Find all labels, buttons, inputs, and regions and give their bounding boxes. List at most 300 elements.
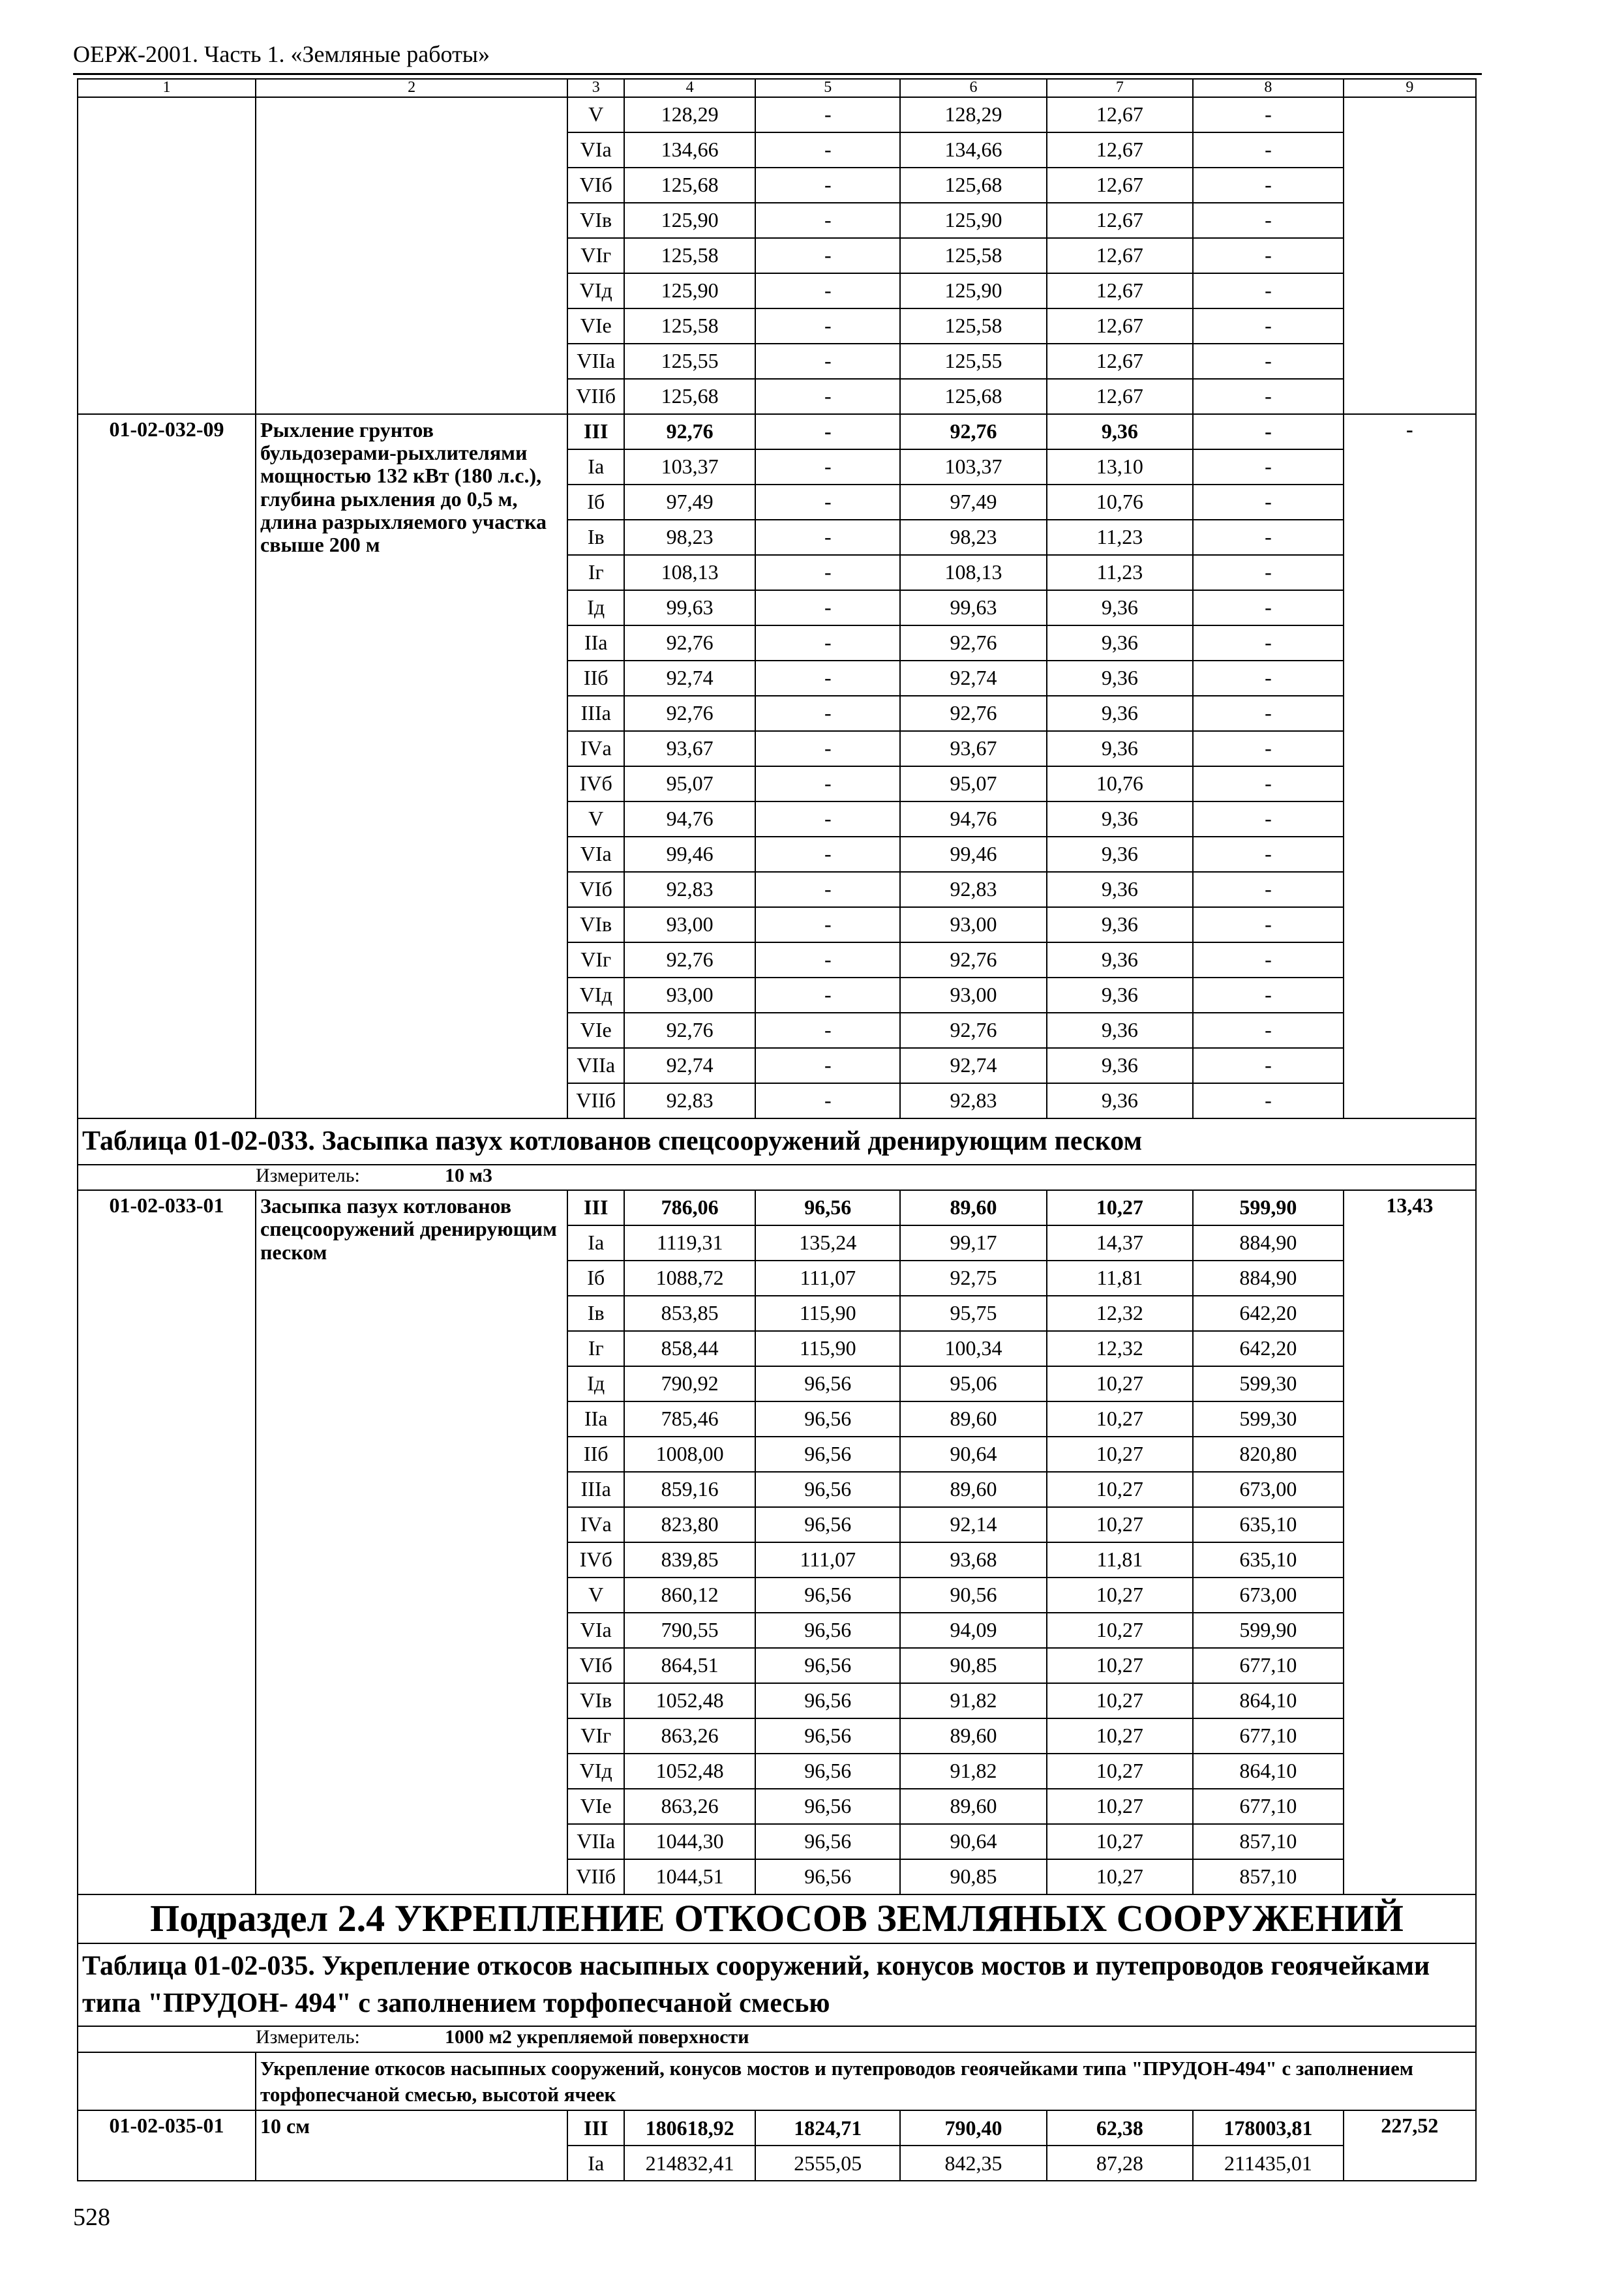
value-cell: 10,27 — [1047, 1472, 1193, 1507]
column-number: 1 — [78, 79, 256, 97]
column-number-row — [78, 79, 1476, 97]
value-cell: 108,13 — [900, 555, 1046, 590]
value-cell: 95,75 — [900, 1296, 1046, 1331]
region-cell: VIб — [567, 168, 624, 203]
value-cell: 864,10 — [1193, 1683, 1344, 1718]
value-cell: 94,76 — [624, 801, 755, 837]
col9-value: - — [1344, 414, 1476, 1118]
value-cell: 99,63 — [900, 590, 1046, 625]
value-cell: 785,46 — [624, 1401, 755, 1437]
subsection-title-row — [78, 1894, 1476, 1943]
region-cell: IIб — [567, 1437, 624, 1472]
region-cell: Iд — [567, 1366, 624, 1401]
value-cell: 9,36 — [1047, 907, 1193, 942]
value-cell: 860,12 — [624, 1578, 755, 1613]
value-cell: 94,76 — [900, 801, 1046, 837]
value-cell: 12,67 — [1047, 273, 1193, 308]
value-cell: - — [755, 97, 900, 132]
value-cell: - — [755, 308, 900, 344]
value-cell: 673,00 — [1193, 1472, 1344, 1507]
col9-value: 13,43 — [1344, 1190, 1476, 1894]
value-cell: - — [755, 132, 900, 168]
value-cell: - — [755, 661, 900, 696]
value-cell: 89,60 — [900, 1472, 1046, 1507]
region-cell: III — [567, 414, 624, 449]
value-cell: 864,10 — [1193, 1754, 1344, 1789]
value-cell: 10,27 — [1047, 1683, 1193, 1718]
value-cell: - — [755, 520, 900, 555]
value-cell: 135,24 — [755, 1225, 900, 1261]
subsection-title: Подраздел 2.4 УКРЕПЛЕНИЕ ОТКОСОВ ЗЕМЛЯНЫХ СООРУЖЕНИЙ — [78, 1894, 1476, 1943]
value-cell: 9,36 — [1047, 731, 1193, 766]
value-cell: 125,55 — [624, 344, 755, 379]
region-cell: VIд — [567, 273, 624, 308]
value-cell: 93,00 — [900, 907, 1046, 942]
value-cell: 94,09 — [900, 1613, 1046, 1648]
value-cell: 89,60 — [900, 1789, 1046, 1824]
column-number: 4 — [624, 79, 755, 97]
region-cell: VIIа — [567, 1824, 624, 1859]
value-cell: 599,90 — [1193, 1613, 1344, 1648]
region-cell: VIa — [567, 132, 624, 168]
value-cell: 214832,41 — [624, 2146, 755, 2181]
value-cell: 857,10 — [1193, 1859, 1344, 1894]
page-header-title: ОЕРЖ-2001. Часть 1. «Земляные работы» — [73, 41, 490, 67]
value-cell: 98,23 — [624, 520, 755, 555]
value-cell: 92,76 — [900, 942, 1046, 978]
value-cell: 786,06 — [624, 1190, 755, 1225]
value-cell: 12,32 — [1047, 1331, 1193, 1366]
value-cell: - — [755, 414, 900, 449]
region-cell: IVб — [567, 1542, 624, 1578]
table-note: Укрепление откосов насыпных сооружений, конусов мостов и путепроводов геоячейками типа "ПРУДОН-494" с заполнением торфопесчаной смесью, высотой ячеек — [256, 2052, 1476, 2110]
value-cell: 9,36 — [1047, 942, 1193, 978]
value-cell: - — [1193, 801, 1344, 837]
value-cell: 12,32 — [1047, 1296, 1193, 1331]
value-cell: 9,36 — [1047, 978, 1193, 1013]
value-cell: 96,56 — [755, 1190, 900, 1225]
item-code: 01-02-033-01 — [78, 1190, 256, 1894]
col9-value — [1344, 97, 1476, 414]
value-cell: 635,10 — [1193, 1507, 1344, 1542]
value-cell: 125,58 — [900, 308, 1046, 344]
value-cell: 642,20 — [1193, 1331, 1344, 1366]
page-number: 528 — [73, 2204, 110, 2231]
unit-value: 1000 м2 укрепляемой поверхности — [445, 2026, 749, 2048]
value-cell: 99,46 — [624, 837, 755, 872]
region-cell: IVб — [567, 766, 624, 801]
value-cell: 178003,81 — [1193, 2110, 1344, 2146]
region-cell: VIIа — [567, 344, 624, 379]
value-cell: 1044,51 — [624, 1859, 755, 1894]
region-cell: Iа — [567, 2146, 624, 2181]
value-cell: 9,36 — [1047, 1083, 1193, 1118]
value-cell: 599,30 — [1193, 1401, 1344, 1437]
value-cell: 95,07 — [900, 766, 1046, 801]
region-cell: Iа — [567, 1225, 624, 1261]
value-cell: 790,92 — [624, 1366, 755, 1401]
table-title: Таблица 01-02-035. Укрепление откосов насыпных сооружений, конусов мостов и путепроводов геоячейками типа "ПРУДОН- 494" с заполнением торфопесчаной смесью — [78, 1943, 1476, 2026]
region-cell: VIб — [567, 1648, 624, 1683]
value-cell: 103,37 — [900, 449, 1046, 485]
unit-cell — [78, 2026, 1476, 2052]
unit-cell — [78, 1165, 1476, 1191]
column-number: 2 — [256, 79, 567, 97]
value-cell: 96,56 — [755, 1789, 900, 1824]
value-cell: 12,67 — [1047, 344, 1193, 379]
value-cell: 864,51 — [624, 1648, 755, 1683]
value-cell: 92,76 — [624, 625, 755, 661]
value-cell: 9,36 — [1047, 1048, 1193, 1083]
value-cell: 125,55 — [900, 344, 1046, 379]
value-cell: 12,67 — [1047, 97, 1193, 132]
value-cell: 10,27 — [1047, 1366, 1193, 1401]
value-cell: 89,60 — [900, 1190, 1046, 1225]
value-cell: 91,82 — [900, 1683, 1046, 1718]
item-description: Засыпка пазух котлованов спецсооружений дренирующим песком — [256, 1190, 567, 1894]
value-cell: - — [755, 449, 900, 485]
value-cell: 125,68 — [900, 168, 1046, 203]
value-cell: 115,90 — [755, 1296, 900, 1331]
unit-label: Измеритель: — [256, 1164, 360, 1186]
region-cell: IVа — [567, 731, 624, 766]
value-cell: - — [1193, 942, 1344, 978]
value-cell: 90,56 — [900, 1578, 1046, 1613]
value-cell: 2555,05 — [755, 2146, 900, 2181]
value-cell: 13,10 — [1047, 449, 1193, 485]
header-divider — [73, 73, 1482, 75]
value-cell: - — [1193, 661, 1344, 696]
value-cell: 1044,30 — [624, 1824, 755, 1859]
value-cell: 92,83 — [900, 1083, 1046, 1118]
value-cell: - — [755, 555, 900, 590]
value-cell: 92,76 — [900, 696, 1046, 731]
value-cell: 87,28 — [1047, 2146, 1193, 2181]
value-cell: 863,26 — [624, 1718, 755, 1754]
value-cell: 96,56 — [755, 1507, 900, 1542]
value-cell: 1088,72 — [624, 1261, 755, 1296]
value-cell: - — [755, 168, 900, 203]
region-cell: V — [567, 801, 624, 837]
region-cell: IIIа — [567, 696, 624, 731]
value-cell: 125,90 — [900, 273, 1046, 308]
value-cell: - — [1193, 731, 1344, 766]
value-cell: 89,60 — [900, 1401, 1046, 1437]
value-cell: 93,68 — [900, 1542, 1046, 1578]
value-cell: 90,64 — [900, 1437, 1046, 1472]
region-cell: VIIа — [567, 1048, 624, 1083]
value-cell: 90,85 — [900, 1648, 1046, 1683]
value-cell: 858,44 — [624, 1331, 755, 1366]
value-cell: 820,80 — [1193, 1437, 1344, 1472]
value-cell: - — [1193, 837, 1344, 872]
value-cell: 853,85 — [624, 1296, 755, 1331]
value-cell: 92,74 — [624, 1048, 755, 1083]
value-cell: 842,35 — [900, 2146, 1046, 2181]
value-cell: 1119,31 — [624, 1225, 755, 1261]
region-cell: VIв — [567, 1683, 624, 1718]
value-cell: 10,27 — [1047, 1401, 1193, 1437]
region-cell: Iб — [567, 485, 624, 520]
value-cell: 97,49 — [900, 485, 1046, 520]
value-cell: 884,90 — [1193, 1225, 1344, 1261]
value-cell: 10,27 — [1047, 1754, 1193, 1789]
value-cell: 96,56 — [755, 1401, 900, 1437]
table-row — [78, 2110, 1476, 2146]
value-cell: 90,64 — [900, 1824, 1046, 1859]
region-cell: VIе — [567, 1789, 624, 1824]
value-cell: 96,56 — [755, 1648, 900, 1683]
value-cell: - — [1193, 344, 1344, 379]
region-cell: IVа — [567, 1507, 624, 1542]
value-cell: 9,36 — [1047, 872, 1193, 907]
value-cell: 12,67 — [1047, 132, 1193, 168]
value-cell: - — [1193, 1013, 1344, 1048]
col9-value: 227,52 — [1344, 2110, 1476, 2181]
table-row — [78, 97, 1476, 132]
region-cell: VIIб — [567, 1083, 624, 1118]
value-cell: 10,27 — [1047, 1859, 1193, 1894]
column-number: 5 — [755, 79, 900, 97]
value-cell: - — [755, 1083, 900, 1118]
value-cell: - — [755, 1048, 900, 1083]
item-description — [256, 97, 567, 414]
region-cell: VIIб — [567, 1859, 624, 1894]
value-cell: - — [755, 978, 900, 1013]
value-cell: 93,00 — [900, 978, 1046, 1013]
value-cell: 115,90 — [755, 1331, 900, 1366]
value-cell: 92,76 — [900, 1013, 1046, 1048]
value-cell: 99,63 — [624, 590, 755, 625]
value-cell: 99,17 — [900, 1225, 1046, 1261]
value-cell: - — [1193, 379, 1344, 414]
value-cell: - — [1193, 273, 1344, 308]
value-cell: - — [1193, 625, 1344, 661]
value-cell: 134,66 — [624, 132, 755, 168]
value-cell: - — [755, 273, 900, 308]
value-cell: 673,00 — [1193, 1578, 1344, 1613]
value-cell: 92,76 — [624, 696, 755, 731]
value-cell: 92,83 — [624, 872, 755, 907]
value-cell: - — [1193, 978, 1344, 1013]
value-cell: - — [1193, 872, 1344, 907]
value-cell: 103,37 — [624, 449, 755, 485]
value-cell: 100,34 — [900, 1331, 1046, 1366]
region-cell: Iд — [567, 590, 624, 625]
region-cell: VIд — [567, 1754, 624, 1789]
value-cell: 599,90 — [1193, 1190, 1344, 1225]
value-cell: 9,36 — [1047, 801, 1193, 837]
value-cell: 9,36 — [1047, 590, 1193, 625]
value-cell: 92,14 — [900, 1507, 1046, 1542]
value-cell: 635,10 — [1193, 1542, 1344, 1578]
value-cell: 12,67 — [1047, 238, 1193, 273]
value-cell: - — [1193, 485, 1344, 520]
value-cell: 93,00 — [624, 978, 755, 1013]
value-cell: - — [755, 696, 900, 731]
value-cell: 96,56 — [755, 1754, 900, 1789]
value-cell: 92,75 — [900, 1261, 1046, 1296]
value-cell: 790,55 — [624, 1613, 755, 1648]
value-cell: 10,27 — [1047, 1824, 1193, 1859]
value-cell: 10,27 — [1047, 1613, 1193, 1648]
region-cell: III — [567, 1190, 624, 1225]
value-cell: 62,38 — [1047, 2110, 1193, 2146]
value-cell: 96,56 — [755, 1718, 900, 1754]
value-cell: 89,60 — [900, 1718, 1046, 1754]
table-title-row — [78, 1118, 1476, 1165]
region-cell: Iб — [567, 1261, 624, 1296]
value-cell: 12,67 — [1047, 168, 1193, 203]
value-cell: 10,27 — [1047, 1578, 1193, 1613]
value-cell: 125,68 — [900, 379, 1046, 414]
value-cell: 9,36 — [1047, 625, 1193, 661]
value-cell: 10,27 — [1047, 1507, 1193, 1542]
value-cell: 859,16 — [624, 1472, 755, 1507]
value-cell: 11,81 — [1047, 1542, 1193, 1578]
value-cell: - — [1193, 590, 1344, 625]
estimate-table — [77, 78, 1477, 2181]
value-cell: 12,67 — [1047, 203, 1193, 238]
value-cell: 95,07 — [624, 766, 755, 801]
value-cell: 96,56 — [755, 1859, 900, 1894]
value-cell: 1052,48 — [624, 1754, 755, 1789]
value-cell: 11,23 — [1047, 520, 1193, 555]
unit-value: 10 м3 — [445, 1164, 492, 1186]
value-cell: 96,56 — [755, 1366, 900, 1401]
value-cell: 96,56 — [755, 1472, 900, 1507]
value-cell: - — [755, 837, 900, 872]
value-cell: 125,90 — [624, 203, 755, 238]
value-cell: 11,23 — [1047, 555, 1193, 590]
value-cell: - — [1193, 555, 1344, 590]
column-number: 7 — [1047, 79, 1193, 97]
region-cell: VIе — [567, 308, 624, 344]
value-cell: 111,07 — [755, 1261, 900, 1296]
value-cell: 10,27 — [1047, 1789, 1193, 1824]
value-cell: 93,67 — [900, 731, 1046, 766]
value-cell: 99,46 — [900, 837, 1046, 872]
value-cell: 90,85 — [900, 1859, 1046, 1894]
value-cell: - — [1193, 97, 1344, 132]
value-cell: - — [1193, 1083, 1344, 1118]
table-row — [78, 414, 1476, 449]
value-cell: - — [755, 590, 900, 625]
value-cell: 95,06 — [900, 1366, 1046, 1401]
value-cell: 12,67 — [1047, 379, 1193, 414]
value-cell: - — [1193, 766, 1344, 801]
value-cell: - — [1193, 132, 1344, 168]
region-cell: VIд — [567, 978, 624, 1013]
column-number: 9 — [1344, 79, 1476, 97]
column-number: 6 — [900, 79, 1046, 97]
note-code-cell — [78, 2052, 256, 2110]
note-row — [78, 2052, 1476, 2110]
value-cell: 677,10 — [1193, 1648, 1344, 1683]
value-cell: - — [755, 801, 900, 837]
region-cell: IIб — [567, 661, 624, 696]
value-cell: 857,10 — [1193, 1824, 1344, 1859]
region-cell: VIг — [567, 942, 624, 978]
value-cell: - — [755, 344, 900, 379]
unit-label: Измеритель: — [256, 2026, 360, 2048]
region-cell: V — [567, 1578, 624, 1613]
value-cell: 211435,01 — [1193, 2146, 1344, 2181]
value-cell: 91,82 — [900, 1754, 1046, 1789]
value-cell: 92,76 — [900, 625, 1046, 661]
value-cell: - — [1193, 168, 1344, 203]
region-cell: VIв — [567, 907, 624, 942]
value-cell: 96,56 — [755, 1683, 900, 1718]
value-cell: 839,85 — [624, 1542, 755, 1578]
region-cell: VIв — [567, 203, 624, 238]
value-cell: 599,30 — [1193, 1366, 1344, 1401]
value-cell: 98,23 — [900, 520, 1046, 555]
region-cell: IIIа — [567, 1472, 624, 1507]
value-cell: 9,36 — [1047, 837, 1193, 872]
value-cell: 125,58 — [624, 238, 755, 273]
table-row — [78, 1190, 1476, 1225]
region-cell: Iг — [567, 1331, 624, 1366]
value-cell: 125,90 — [900, 203, 1046, 238]
value-cell: - — [1193, 1048, 1344, 1083]
value-cell: 11,81 — [1047, 1261, 1193, 1296]
value-cell: 92,76 — [624, 1013, 755, 1048]
table-title-row — [78, 1943, 1476, 2026]
region-cell: VIг — [567, 1718, 624, 1754]
value-cell: 823,80 — [624, 1507, 755, 1542]
value-cell: - — [1193, 238, 1344, 273]
value-cell: 96,56 — [755, 1613, 900, 1648]
value-cell: - — [755, 907, 900, 942]
value-cell: 9,36 — [1047, 661, 1193, 696]
region-cell: Iв — [567, 520, 624, 555]
value-cell: 180618,92 — [624, 2110, 755, 2146]
value-cell: 92,74 — [624, 661, 755, 696]
value-cell: 677,10 — [1193, 1718, 1344, 1754]
value-cell: - — [755, 238, 900, 273]
value-cell: - — [755, 942, 900, 978]
region-cell: VIб — [567, 872, 624, 907]
value-cell: 10,76 — [1047, 485, 1193, 520]
region-cell: VIе — [567, 1013, 624, 1048]
value-cell: 125,68 — [624, 379, 755, 414]
value-cell: 677,10 — [1193, 1789, 1344, 1824]
value-cell: 1008,00 — [624, 1437, 755, 1472]
item-description: Рыхление грунтов бульдозерами-рыхлителями мощностью 132 кВт (180 л.с.), глубина рыхления до 0,5 м, длина разрыхляемого участка свыше 200 м — [256, 414, 567, 1118]
value-cell: 10,27 — [1047, 1190, 1193, 1225]
value-cell: 9,36 — [1047, 414, 1193, 449]
region-cell: VIа — [567, 837, 624, 872]
value-cell: 1824,71 — [755, 2110, 900, 2146]
value-cell: 108,13 — [624, 555, 755, 590]
value-cell: 92,76 — [624, 942, 755, 978]
value-cell: 125,58 — [900, 238, 1046, 273]
region-cell: III — [567, 2110, 624, 2146]
value-cell: 128,29 — [900, 97, 1046, 132]
value-cell: - — [755, 766, 900, 801]
column-number: 8 — [1193, 79, 1344, 97]
value-cell: 97,49 — [624, 485, 755, 520]
value-cell: - — [755, 625, 900, 661]
value-cell: - — [1193, 696, 1344, 731]
unit-row — [78, 2026, 1476, 2052]
value-cell: 10,27 — [1047, 1437, 1193, 1472]
value-cell: - — [1193, 414, 1344, 449]
column-number: 3 — [567, 79, 624, 97]
value-cell: - — [755, 485, 900, 520]
region-cell: VIIб — [567, 379, 624, 414]
